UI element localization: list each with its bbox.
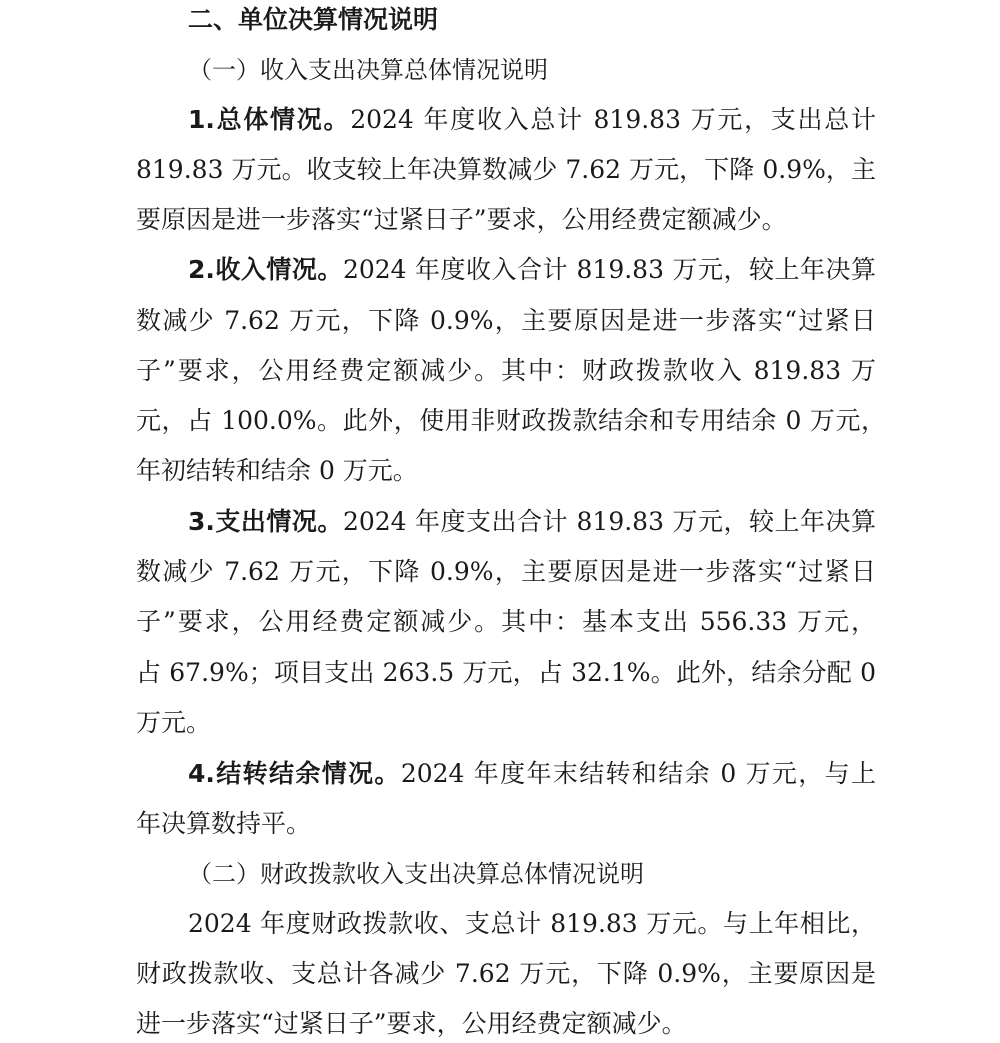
paragraph-3-line-3: 子”要求，公用经费定额减少。其中：基本支出 556.33 万元， bbox=[136, 607, 876, 636]
paragraph-3-label: 3.支出情况。 bbox=[188, 507, 343, 536]
paragraph-3-line-5: 万元。 bbox=[136, 708, 212, 737]
paragraph-2-label: 2.收入情况。 bbox=[188, 255, 343, 284]
paragraph-2-line-1: 2.收入情况。2024 年度收入合计 819.83 万元，较上年决算 bbox=[188, 255, 876, 284]
subsection-2-title: （二）财政拨款收入支出决算总体情况说明 bbox=[188, 860, 644, 888]
paragraph-1-line-3: 要原因是进一步落实“过紧日子”要求，公用经费定额减少。 bbox=[136, 205, 787, 234]
paragraph-4-label: 4.结转结余情况。 bbox=[188, 759, 401, 788]
subsection-1-title: （一）收入支出决算总体情况说明 bbox=[188, 56, 548, 84]
paragraph-3-line-1: 3.支出情况。2024 年度支出合计 819.83 万元，较上年决算 bbox=[188, 507, 876, 536]
paragraph-1-label: 1.总体情况。 bbox=[188, 105, 351, 134]
section-heading: 二、单位决算情况说明 bbox=[188, 5, 439, 34]
paragraph-2-line-5: 年初结转和结余 0 万元。 bbox=[136, 456, 418, 485]
paragraph-5-line-1: 2024 年度财政拨款收、支总计 819.83 万元。与上年相比， bbox=[188, 909, 876, 938]
paragraph-5-line-3: 进一步落实“过紧日子”要求，公用经费定额减少。 bbox=[136, 1009, 687, 1038]
paragraph-3-line-2: 数减少 7.62 万元，下降 0.9%，主要原因是进一步落实“过紧日 bbox=[136, 557, 876, 586]
paragraph-4-line-1: 4.结转结余情况。2024 年度年末结转和结余 0 万元，与上 bbox=[188, 759, 876, 788]
paragraph-2-line-2: 数减少 7.62 万元，下降 0.9%，主要原因是进一步落实“过紧日 bbox=[136, 306, 876, 335]
paragraph-4-line-2: 年决算数持平。 bbox=[136, 809, 312, 838]
paragraph-3-line-4: 占 67.9%；项目支出 263.5 万元，占 32.1%。此外，结余分配 0 bbox=[136, 658, 876, 687]
paragraph-1-line-1: 1.总体情况。2024 年度收入总计 819.83 万元，支出总计 bbox=[188, 105, 876, 134]
paragraph-2-line-3: 子”要求，公用经费定额减少。其中：财政拨款收入 819.83 万 bbox=[136, 356, 876, 385]
paragraph-5-line-2: 财政拨款收、支总计各减少 7.62 万元，下降 0.9%，主要原因是 bbox=[136, 959, 876, 988]
paragraph-2-line-4: 元，占 100.0%。此外，使用非财政拨款结余和专用结余 0 万元， bbox=[136, 406, 886, 435]
paragraph-1-line-2: 819.83 万元。收支较上年决算数减少 7.62 万元，下降 0.9%，主 bbox=[136, 155, 876, 184]
